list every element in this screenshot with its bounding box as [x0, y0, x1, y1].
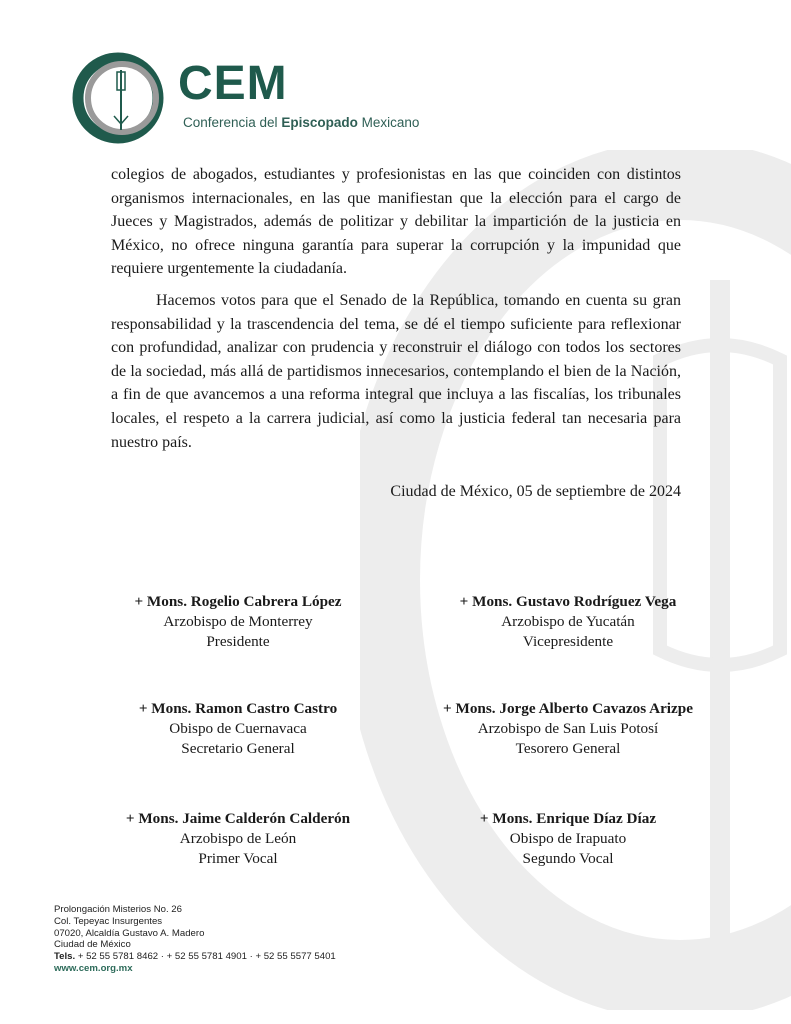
logo-subtitle-part3: Mexicano [357, 115, 420, 130]
signatory-role: Segundo Vocal [522, 850, 614, 867]
signatory-see: Arzobispo de San Luis Potosí [477, 720, 659, 737]
logo-subtitle [183, 115, 419, 130]
footer-tels-value: + 52 55 5781 8462 · + 52 55 5781 4901 · + 52 55 5577 5401 [75, 951, 336, 963]
letterhead [70, 50, 470, 150]
signatory-role: Tesorero General [515, 740, 621, 757]
signatory-name: + Mons. Jaime Calderón Calderón [125, 810, 351, 827]
logo-subtitle-part1: Conferencia del [183, 115, 282, 130]
footer-address-line: 07020, Alcaldía Gustavo A. Madero [54, 927, 205, 939]
signatory-role: Presidente [206, 633, 270, 650]
signatory-name: + Mons. Gustavo Rodríguez Vega [459, 593, 677, 610]
logo-wordmark: CEM [178, 57, 288, 110]
footer-phones [54, 951, 336, 963]
body-paragraph-2: Hacemos votos para que el Senado de la República, tomando en cuenta su gran responsabilidad y la trascendencia del tema, se dé el tiempo suficiente para reflexionar con profundidad, analizar con prudencia y reconstruir el diálogo con todos los sectores de la sociedad, más allá de partidismos innecesarios, contemplando el bien de la Nación, a fin de que avancemos a una reforma integral que incluya a las fiscalías, los tribunales locales, el respeto a la carrera judicial, así como la justicia federal tan necesaria para nuestro país. [111, 291, 681, 451]
footer-tels-label: Tels. [54, 951, 76, 963]
signatory-role: Secretario General [181, 740, 295, 757]
signature-block [88, 592, 388, 652]
footer-address-line: Ciudad de México [54, 939, 131, 951]
letter-body [111, 163, 681, 462]
signature-block [418, 699, 718, 759]
body-paragraph-1: colegios de abogados, estudiantes y profesionistas en las que coinciden con distintos organismos internacionales, en las que manifiestan que la elección para el cargo de Jueces y Magistrados, además de politizar y debilitar la impartición de la justicia en México, no ofrece ninguna garantía para superar la corrupción y la impunidad que requiere urgentemente la ciudadanía. [111, 166, 681, 278]
letter-date: Ciudad de México, 05 de septiembre de 2024 [390, 483, 681, 500]
cem-logo-icon [70, 50, 166, 146]
signatory-name: + Mons. Jorge Alberto Cavazos Arizpe [443, 700, 693, 717]
signatory-role: Vicepresidente [522, 633, 614, 650]
signatory-see: Arzobispo de Monterrey [163, 613, 313, 630]
logo-subtitle-part2: Episcopado [281, 115, 358, 130]
signature-block [418, 809, 718, 869]
footer-address-line: Prolongación Misterios No. 26 [54, 904, 182, 915]
signatory-see: Arzobispo de Yucatán [501, 613, 635, 630]
signatory-name: + Mons. Enrique Díaz Díaz [479, 810, 657, 827]
footer-website-link[interactable]: www.cem.org.mx [54, 962, 133, 974]
signatory-role: Primer Vocal [198, 850, 278, 867]
signatory-name: + Mons. Rogelio Cabrera López [134, 593, 342, 610]
footer-contact [54, 904, 336, 975]
signature-block [88, 699, 388, 759]
signatory-name: + Mons. Ramon Castro Castro [138, 700, 338, 717]
signatory-see: Obispo de Cuernavaca [169, 720, 307, 737]
signature-block [418, 592, 718, 652]
signature-block [88, 809, 388, 869]
signatory-see: Obispo de Irapuato [509, 830, 627, 847]
signatory-see: Arzobispo de León [179, 830, 297, 847]
footer-address-line: Col. Tepeyac Insurgentes [54, 915, 163, 927]
